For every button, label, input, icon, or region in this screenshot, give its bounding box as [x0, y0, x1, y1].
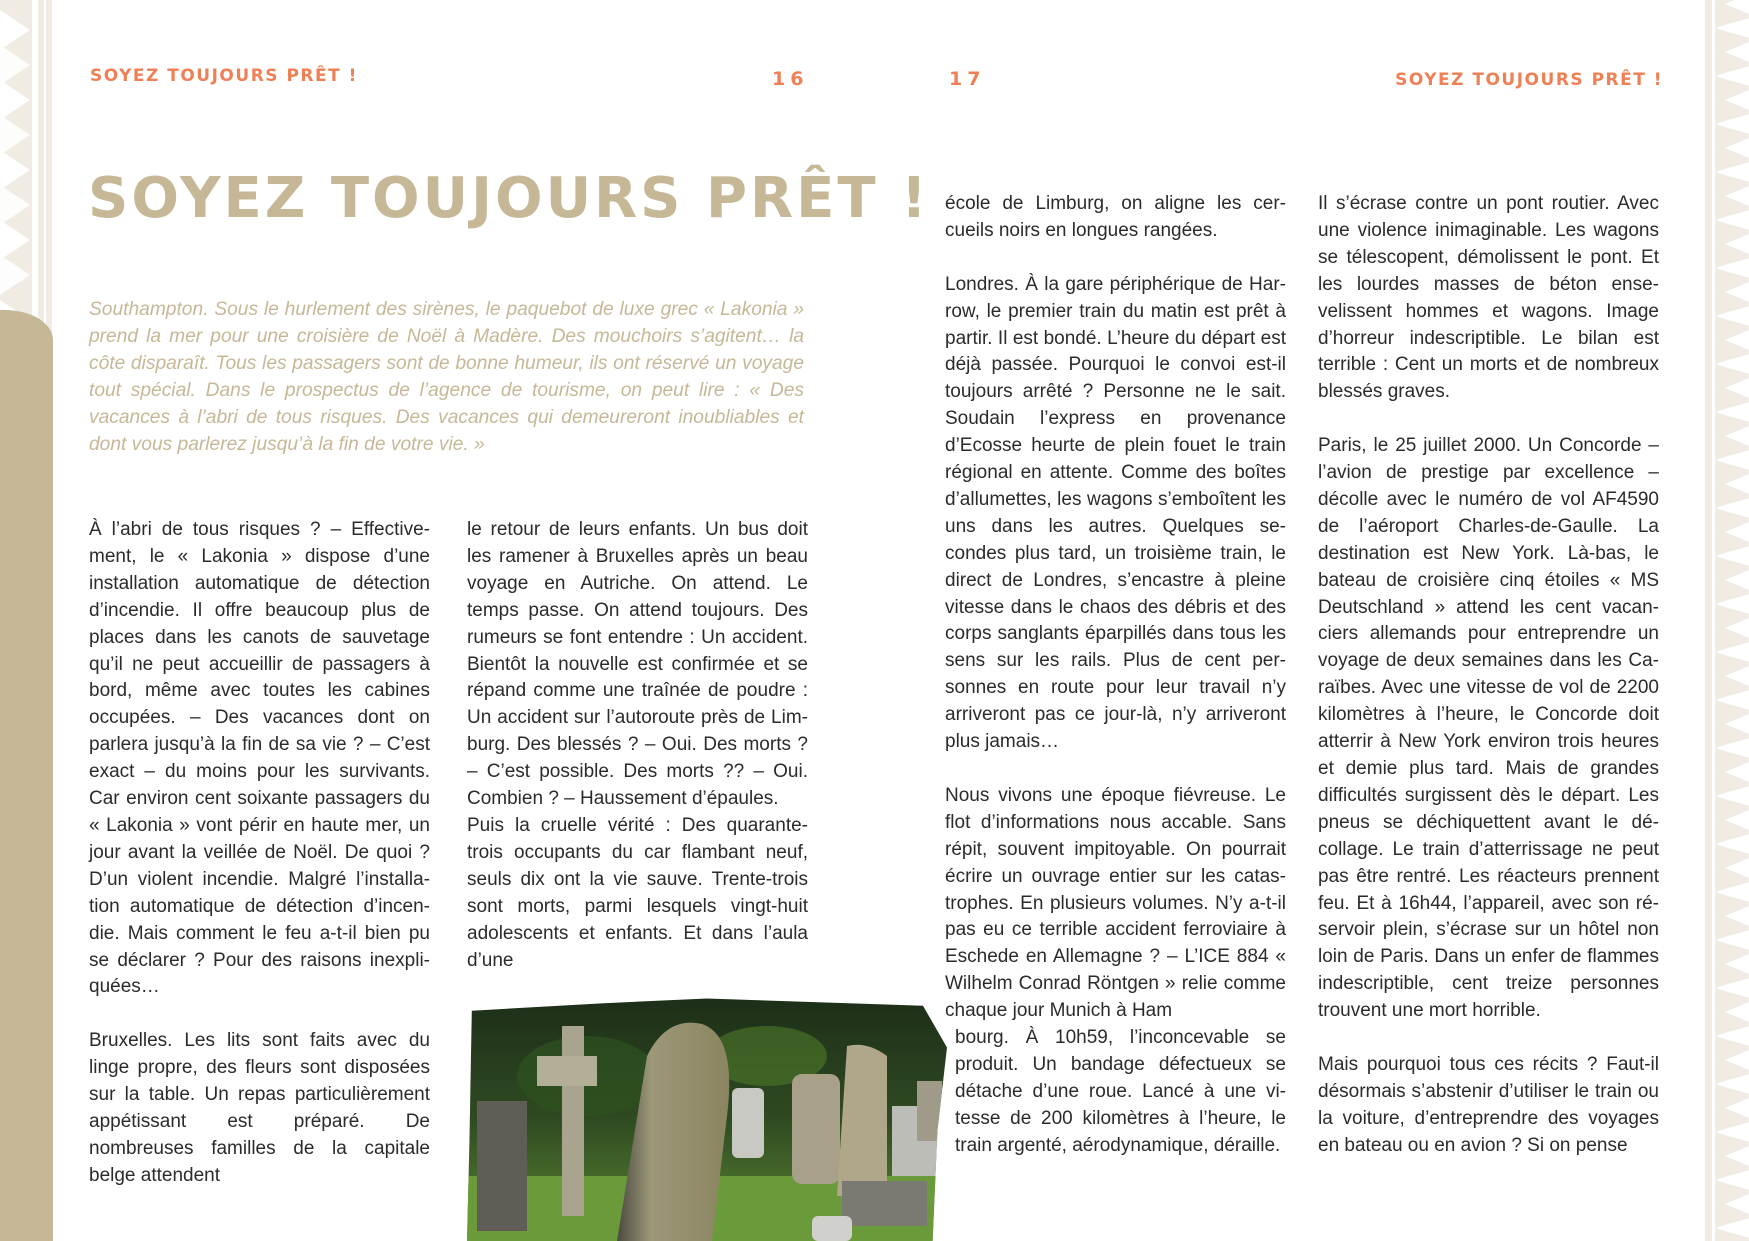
paragraph: Il s’écrase contre un pont routier. Avec une violence inimaginable. Les wagons se télescopent, démolissent le pont. Et les lourdes masses de béton ensevelissent hommes et wagons. Image d’horreur indescriptible. Le bilan est terrible : Cent un morts et de nombreux blessés graves. [1318, 193, 1659, 403]
paragraph: Puis la cruelle vérité : Des quarante-trois occupants du car flambant neuf, seuls dix ont la vie sauve. Trente-trois sont morts, parmi lesquels vingt-huit adolescents et enfants. Et dans l’aula d’une [467, 814, 808, 971]
running-head-left: SOYEZ TOUJOURS PRÊT ! [90, 66, 358, 86]
column-1 [89, 517, 430, 1190]
paragraph: Nous vivons une époque fiévreuse. Le flot d’informations nous accable. Sans répit, souvent impitoyable. On pourrait écrire un ouvrage entier sur les catastrophes. En plusieurs volumes. N’y a-t-il pas eu ce terrible accident ferroviaire à Eschede en Allemagne ? – L’ICE 884 « Wilhelm Conrad Röntgen » relie comme chaque jour Munich à Ham [945, 784, 1286, 1022]
cemetery-photo [467, 996, 947, 1241]
article-intro: Southampton. Sous le hurlement des sirènes, le paquebot de luxe grec « Lakonia » prend la mer pour une croisière de Noël à Madère. Des mouchoirs s’agitent… la côte disparaît. Tous les passagers sont de bonne humeur, ils ont réservé un voyage tout spécial. Dans le prospectus de l’agence de tourisme, on peut lire : « Des vacances à l’abri de tous risques. Des vacances qui demeureront inoubliables et dont vous parlerez jusqu’à la fin de votre vie. » [89, 299, 804, 455]
page-number-left: 16 [772, 68, 809, 90]
running-head-right: SOYEZ TOUJOURS PRÊT ! [1395, 70, 1663, 90]
paragraph: Mais pourquoi tous ces récits ? Faut-il désormais s’abstenir d’utiliser le train ou la voiture, d’entreprendre des voyages en bateau ou en avion ? Si on pense [1318, 1053, 1659, 1156]
column-2 [467, 517, 808, 974]
right-border-pattern [1697, 0, 1749, 1241]
paragraph: école de Limburg, on aligne les cercueils noirs en longues rangées. [945, 193, 1286, 241]
paragraph: le retour de leurs enfants. Un bus doit les ramener à Bruxelles après un beau voyage en Autriche. On attend. Le temps passe. On attend toujours. Des rumeurs se font entendre : Un accident. Bientôt la nouvelle est confirmée et se répand comme une traînée de poudre : Un accident sur l’autoroute près de Limburg. Des blessés ? – Oui. Des morts ? – C’est possible. Des morts ?? – Oui. Combien ? – Haussement d’épaules. [467, 519, 808, 810]
column-4 [1318, 191, 1659, 1160]
paragraph: Bruxelles. Les lits sont faits avec du linge propre, des fleurs sont disposées sur la table. Un repas particulièrement appétissant est préparé. De nombreuses familles de la capitale belge attendent [89, 1030, 430, 1186]
paragraph: Londres. À la gare périphérique de Harrow, le premier train du matin est prêt à partir. Il est bondé. L’heure du départ est déjà passée. Pourquoi le convoi est-il toujours arrêté ? Personne ne le sait. Soudain l’express en provenance d’Ecosse heurte de plein fouet le train régional en attente. Comme des boîtes d’allumettes, les wagons s’emboîtent les uns dans les autres. Quelques secondes plus tard, un troisième train, le direct de Londres, s’encastre à pleine vitesse dans le chaos des débris et des corps sanglants éparpillés dans tous les sens sur les rails. Plus de cent personnes en route pour leur travail n’y arriveront pas ce jour-là, n’y arriveront plus jamais… [945, 273, 1286, 753]
page-number-right: 17 [949, 68, 986, 90]
left-sand-panel [0, 310, 53, 1241]
paragraph: Paris, le 25 juillet 2000. Un Concorde – l’avion de prestige par excellence – décolle avec le numéro de vol AF4590 de l’aéroport Charles-de-Gaulle. La destination est New York. Là-bas, le bateau de croisière cinq étoiles « MS Deutschland » attend les cent vacanciers allemands pour entreprendre un voyage de deux semaines dans les Caraïbes. Avec une vitesse de vol de 2200 kilomètres à l’heure, le Concorde doit atterrir à New York environ trois heures et demie plus tard. Mais de grandes difficultés surgissent dès le départ. Les pneus se déchiquettent avant le décollage. Le train d’atterrissage ne peut pas être rentré. Les réacteurs prennent feu. Et à 16h44, l’appareil, avec son réservoir plein, s’écrase sur un hôtel non loin de Paris. Dans un enfer de flammes indescriptible, cent treize personnes trouvent une mort horrible. [1318, 435, 1659, 1022]
paragraph: bourg. À 10h59, l’inconcevable se produit. Un bandage défectueux se détache d’une roue. Lancé à une vitesse de 200 kilomètres à l’heure, le train argenté, aérodynamique, déraille. [955, 1027, 1286, 1156]
column-3 [945, 191, 1286, 1160]
paragraph: À l’abri de tous risques ? – Effectivement, le « Lakonia » dispose d’une installation automatique de détection d’incendie. Il offre beaucoup plus de places dans les canots de sauvetage qu’il ne peut accueillir de passagers à bord, même avec toutes les cabines occupées. – Des vacances dont on parlera jusqu’à la fin de sa vie ? – C’est exact – du moins pour les survivants. Car environ cent soixante passagers du « Lakonia » vont périr en haute mer, un jour avant la veillée de Noël. De quoi ? D’un violent incendie. Malgré l’installation automatique de détection d’incendie. Mais comment le feu a-t-il bien pu se déclarer ? Pour des raisons inexpliquées… [89, 519, 430, 998]
article-title: SOYEZ TOUJOURS PRÊT ! [88, 166, 930, 231]
